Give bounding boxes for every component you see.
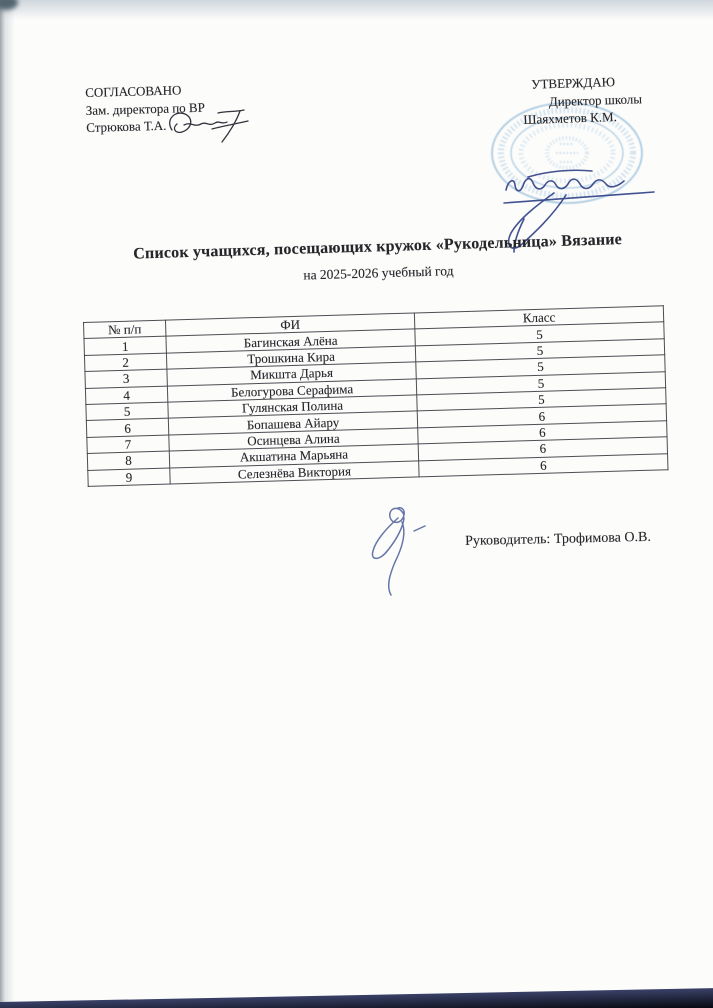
cell-class: 6 [417,404,666,428]
cell-name: Селезнёва Виктория [170,460,419,484]
cell-class: 5 [416,355,665,379]
cell-name: Белогурова Серафима [167,378,416,402]
student-roster-table [83,305,669,487]
header-number: № п/п [84,320,166,339]
cell-number: 6 [86,418,168,437]
cell-number: 3 [85,369,167,388]
cell-number: 1 [84,337,166,356]
document-subtitle: на 2025-2026 учебный год [303,263,454,283]
cell-number: 9 [88,468,170,487]
document-title: Список учащихся, посещающих кружок «Рукодельница» Вязание [133,231,623,263]
cell-class: 5 [416,371,665,395]
scan-edge-left [0,0,16,1008]
leader-signature-icon [352,500,448,600]
cell-class: 5 [417,388,666,412]
approval-left-line3: Стрюкова Т.А. [86,117,167,135]
cell-name: Трошкина Кира [166,346,415,370]
header-name: ФИ [165,313,414,337]
cell-number: 2 [84,353,166,372]
cell-number: 7 [87,435,169,454]
cell-number: 4 [85,386,167,405]
cell-class: 5 [415,339,664,363]
scan-edge-bottom [0,988,713,1008]
approval-left-line2: Зам. директора по ВР [85,99,206,118]
cell-name: Багинская Алёна [166,329,415,353]
cell-name: Бопашева Айару [168,411,417,435]
roster-body [84,322,668,486]
leader-label: Руководитель: Трофимова О.В. [465,529,652,549]
approval-right-line2: Директор школы [548,90,643,109]
approval-left-line1: СОГЛАСОВАНО [85,82,182,100]
approval-block-right [522,72,643,128]
cell-name: Акшатина Марьяна [169,444,418,468]
approval-right-line3: Шаяхметов К.М. [523,109,618,127]
cell-name: Микшта Дарья [167,362,416,386]
cell-name: Гулянская Полина [168,395,417,419]
cell-class: 5 [415,322,664,346]
cell-number: 8 [87,451,169,470]
cell-class: 6 [418,437,667,461]
cell-class: 6 [418,420,667,444]
cell-name: Осинцева Алина [169,428,418,452]
cell-number: 5 [86,402,168,421]
cell-class: 6 [419,453,668,477]
header-class: Класс [414,306,663,330]
approval-right-line1: УТВЕРЖДАЮ [531,74,616,92]
deputy-signature-icon [158,104,258,150]
scan-edge-top [0,0,713,20]
title-block [85,230,671,290]
